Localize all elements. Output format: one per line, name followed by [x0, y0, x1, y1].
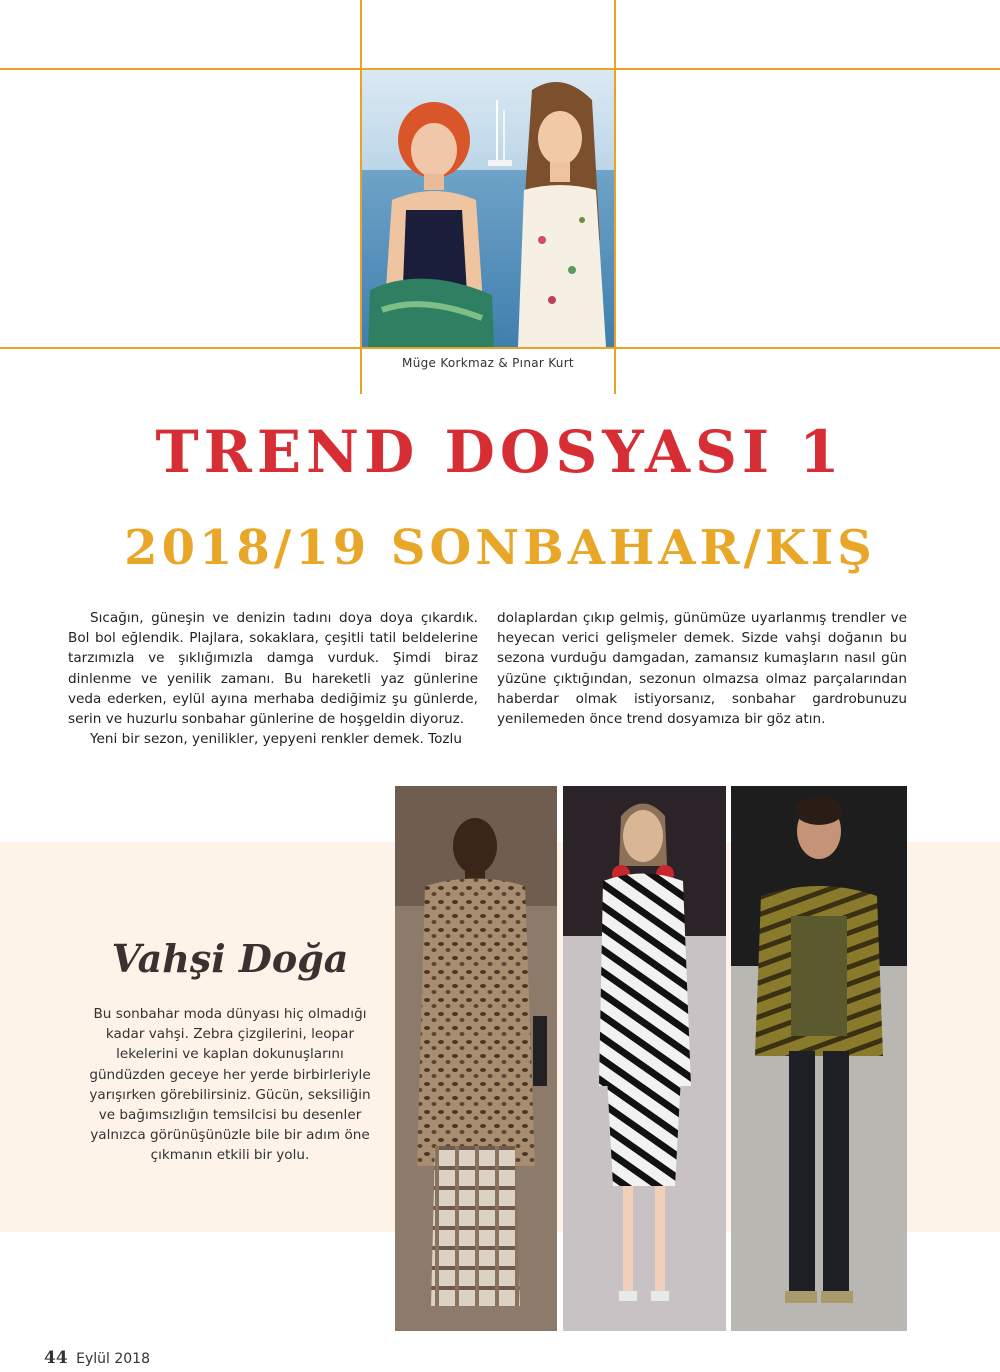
intro-column-right: [497, 608, 907, 729]
section-text: Bu sonbahar moda dünyası hiç olmadığı kadar vahşi. Zebra çizgilerini, leopar lekelerini ve kaplan dokunuşlarını gündüzden geceye her yerde birbirleriyle yarışırken görebilirsiniz. Gücün, seksiliğin ve bağımsızlığın temsilcisi bu desenler yalnızca görünüşünüzle bile bir adım öne çıkmanın etkili bir yolu.: [89, 1006, 371, 1164]
photo-caption: Müge Korkmaz & Pınar Kurt: [402, 356, 574, 370]
runway-photo-zebra: [563, 786, 726, 1331]
runway-photo-tiger: [731, 786, 907, 1331]
section-title: Vahşi Doğa: [111, 936, 349, 981]
right-grid-line: [614, 0, 616, 394]
runway-photo-leopard: [395, 786, 557, 1331]
hero-photo: [362, 70, 614, 347]
page-subtitle: 2018/19 SONBAHAR/KIŞ: [124, 520, 876, 576]
page-number: 44: [44, 1348, 68, 1368]
intro-paragraph: dolaplardan çıkıp gelmiş, günümüze uyarlanmış trendler ve heyecan verici gelişmeler demek. Sizde vahşi doğanın bu sezona vurduğu damgadan, zamansız kumaşların nasıl gün yüzüne çıktığından, sezonun olmazsa olmaz parçalarından haberdar olmak istiyorsanız, sonbahar gardrobunuzu yenilemeden önce trend dosyamıza bir göz atın.: [497, 610, 907, 728]
page-title: TREND DOSYASI 1: [155, 418, 845, 486]
intro-paragraph: Yeni bir sezon, yenilikler, yepyeni renkler demek. Tozlu: [90, 731, 462, 748]
intro-column-left: [68, 608, 478, 749]
middle-grid-line: [0, 347, 1000, 349]
page-footer: [44, 1348, 150, 1368]
issue-label: Eylül 2018: [76, 1351, 150, 1367]
intro-paragraph: Sıcağın, güneşin ve denizin tadını doya doya çıkardık. Bol bol eğlendik. Plajlara, sokaklara, çeşitli tatil beldelerine tarzımızla ve şıklığımızla damga vurduk. Şimdi biraz dinlenme ve yenilik zamanı. Bu hareketli yaz günlerine veda ederken, eylül ayına merhaba dediğimiz şu günlerde, serin ve huzurlu sonbahar günlerine de hoşgeldin diyoruz.: [68, 610, 478, 728]
